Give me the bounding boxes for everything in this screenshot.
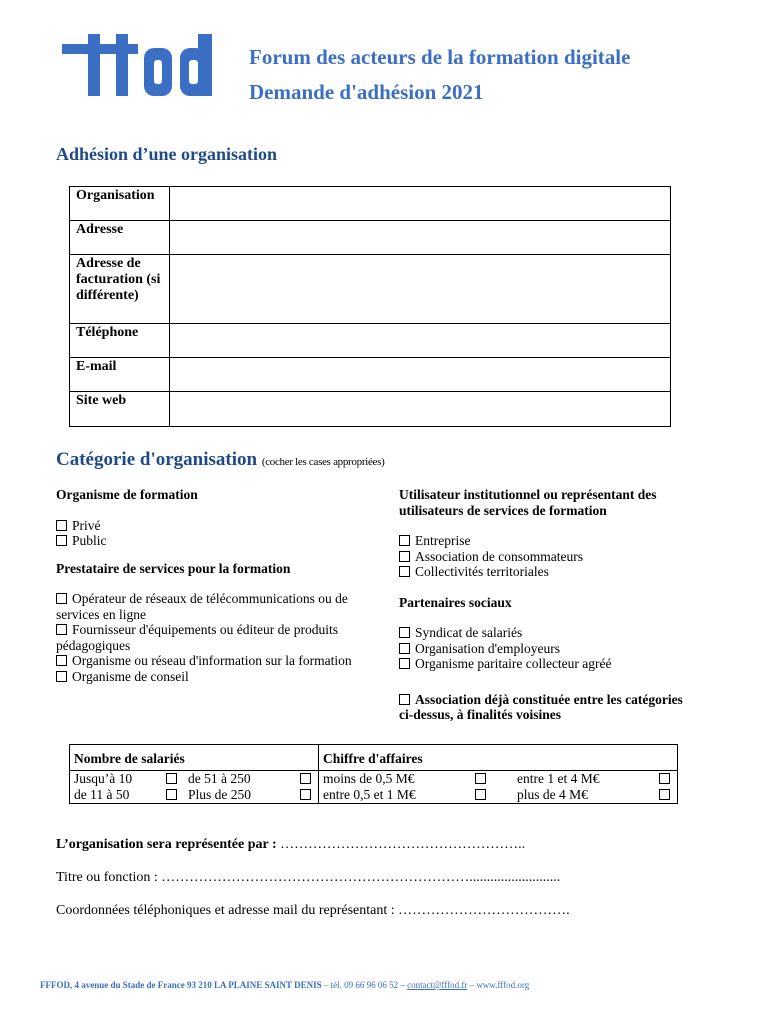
checkbox-organisme-information[interactable]: Organisme ou réseau d'information sur la formation <box>56 653 356 669</box>
organisme-formation-title: Organisme de formation <box>56 487 198 502</box>
header-title: Forum des acteurs de la formation digitale <box>249 45 631 69</box>
checkbox-icon[interactable] <box>399 627 410 638</box>
chiffre-affaires-header: Chiffre d'affaires <box>319 745 678 771</box>
titre-fonction-label: Titre ou fonction : <box>56 870 158 885</box>
salaries-option-2: de 11 à 50 <box>70 787 159 804</box>
section-organisation-heading: Adhésion d’une organisation <box>56 144 278 164</box>
categories-left-column <box>56 487 356 684</box>
header-subtitle: Demande d'adhésion 2021 <box>249 80 484 104</box>
representant-line[interactable] <box>56 837 525 853</box>
checkbox-icon[interactable] <box>399 658 410 669</box>
checkbox-icon[interactable] <box>56 671 67 682</box>
checkbox-public[interactable]: Public <box>56 533 356 549</box>
checkbox-association-consommateurs[interactable]: Association de consommateurs <box>399 549 689 565</box>
checkbox-icon[interactable] <box>475 789 486 800</box>
footer-site: – www.fffod.org <box>469 980 530 990</box>
titre-fonction-dots: ………………………………………………………….......................... <box>161 870 561 885</box>
label-organisation: Organisation <box>70 187 170 221</box>
field-adresse-facturation[interactable] <box>170 255 671 324</box>
field-site-web[interactable] <box>170 392 671 427</box>
checkbox-syndicat[interactable]: Syndicat de salariés <box>399 625 689 641</box>
checkbox-icon[interactable] <box>56 520 67 531</box>
salaries-option-4: Plus de 250 <box>184 787 292 804</box>
organisation-form-table <box>69 186 671 427</box>
label-adresse: Adresse <box>70 221 170 255</box>
ca-option-1: moins de 0,5 M€ <box>319 771 468 788</box>
checkbox-icon[interactable] <box>399 643 410 654</box>
checkbox-icon[interactable] <box>300 773 311 784</box>
checkbox-icon[interactable] <box>659 773 670 784</box>
checkbox-operateur[interactable]: Opérateur de réseaux de télécommunications ou de services en ligne <box>56 591 348 622</box>
label-site-web: Site web <box>70 392 170 427</box>
checkbox-association-constituee[interactable]: Association déjà constituée entre les catégories ci-dessus, à finalités voisines <box>399 691 683 722</box>
titre-fonction-line[interactable] <box>56 870 560 886</box>
ca-option-2: entre 0,5 et 1 M€ <box>319 787 468 804</box>
fffod-logo <box>58 34 228 98</box>
checkbox-organisation-employeurs[interactable]: Organisation d'employeurs <box>399 641 689 657</box>
checkbox-icon[interactable] <box>475 773 486 784</box>
categories-right-column <box>399 487 689 723</box>
checkbox-opca[interactable]: Organisme paritaire collecteur agréé <box>399 656 689 672</box>
checkbox-organisme-conseil[interactable]: Organisme de conseil <box>56 669 356 685</box>
categorie-heading-text: Catégorie d'organisation <box>56 449 258 470</box>
ca-option-4: plus de 4 M€ <box>493 787 651 804</box>
representant-dots: …………………………………………….. <box>280 837 526 852</box>
checkbox-icon[interactable] <box>399 694 410 705</box>
checkbox-entreprise[interactable]: Entreprise <box>399 533 689 549</box>
prestataire-title: Prestataire de services pour la formation <box>56 560 291 576</box>
coordonnees-label: Coordonnées téléphoniques et adresse mail du représentant : <box>56 903 395 918</box>
checkbox-icon[interactable] <box>56 535 67 546</box>
checkbox-icon[interactable] <box>56 624 67 635</box>
footer-tel: – tél. 09 66 96 06 52 – <box>323 980 405 990</box>
field-adresse[interactable] <box>170 221 671 255</box>
checkbox-icon[interactable] <box>399 566 410 577</box>
checkbox-icon[interactable] <box>56 593 67 604</box>
checkbox-fournisseur[interactable]: Fournisseur d'équipements ou éditeur de produits pédagogiques <box>56 622 339 653</box>
checkbox-icon[interactable] <box>166 773 177 784</box>
coordonnees-line[interactable] <box>56 903 570 919</box>
field-telephone[interactable] <box>170 324 671 358</box>
salaries-option-3: de 51 à 250 <box>184 771 292 788</box>
footer <box>40 980 529 990</box>
utilisateur-title: Utilisateur institutionnel ou représentant des utilisateurs de services de formation <box>399 487 657 518</box>
label-email: E-mail <box>70 358 170 392</box>
salaries-option-1: Jusqu’à 10 <box>70 771 159 788</box>
coordonnees-dots: ………………………………. <box>398 903 570 918</box>
salaries-ca-table <box>69 744 678 804</box>
checkbox-prive[interactable]: Privé <box>56 518 356 534</box>
footer-email-link[interactable]: contact@fffod.fr <box>407 980 468 990</box>
section-categorie-heading <box>56 449 384 471</box>
checkbox-icon[interactable] <box>399 551 410 562</box>
label-telephone: Téléphone <box>70 324 170 358</box>
partenaires-title: Partenaires sociaux <box>399 594 512 610</box>
label-adresse-facturation: Adresse de facturation (si différente) <box>70 255 170 324</box>
ca-option-3: entre 1 et 4 M€ <box>493 771 651 788</box>
footer-address: FFFOD, 4 avenue du Stade de France 93 210 LA PLAINE SAINT DENIS <box>40 980 322 990</box>
nombre-salaries-header: Nombre de salariés <box>70 745 319 771</box>
checkbox-collectivites[interactable]: Collectivités territoriales <box>399 564 689 580</box>
checkbox-icon[interactable] <box>166 789 177 800</box>
representant-label: L’organisation sera représentée par : <box>56 837 277 852</box>
checkbox-icon[interactable] <box>56 655 67 666</box>
checkbox-icon[interactable] <box>659 789 670 800</box>
field-organisation[interactable] <box>170 187 671 221</box>
categorie-note: (cocher les cases appropriées) <box>261 456 385 468</box>
field-email[interactable] <box>170 358 671 392</box>
checkbox-icon[interactable] <box>399 535 410 546</box>
checkbox-icon[interactable] <box>300 789 311 800</box>
